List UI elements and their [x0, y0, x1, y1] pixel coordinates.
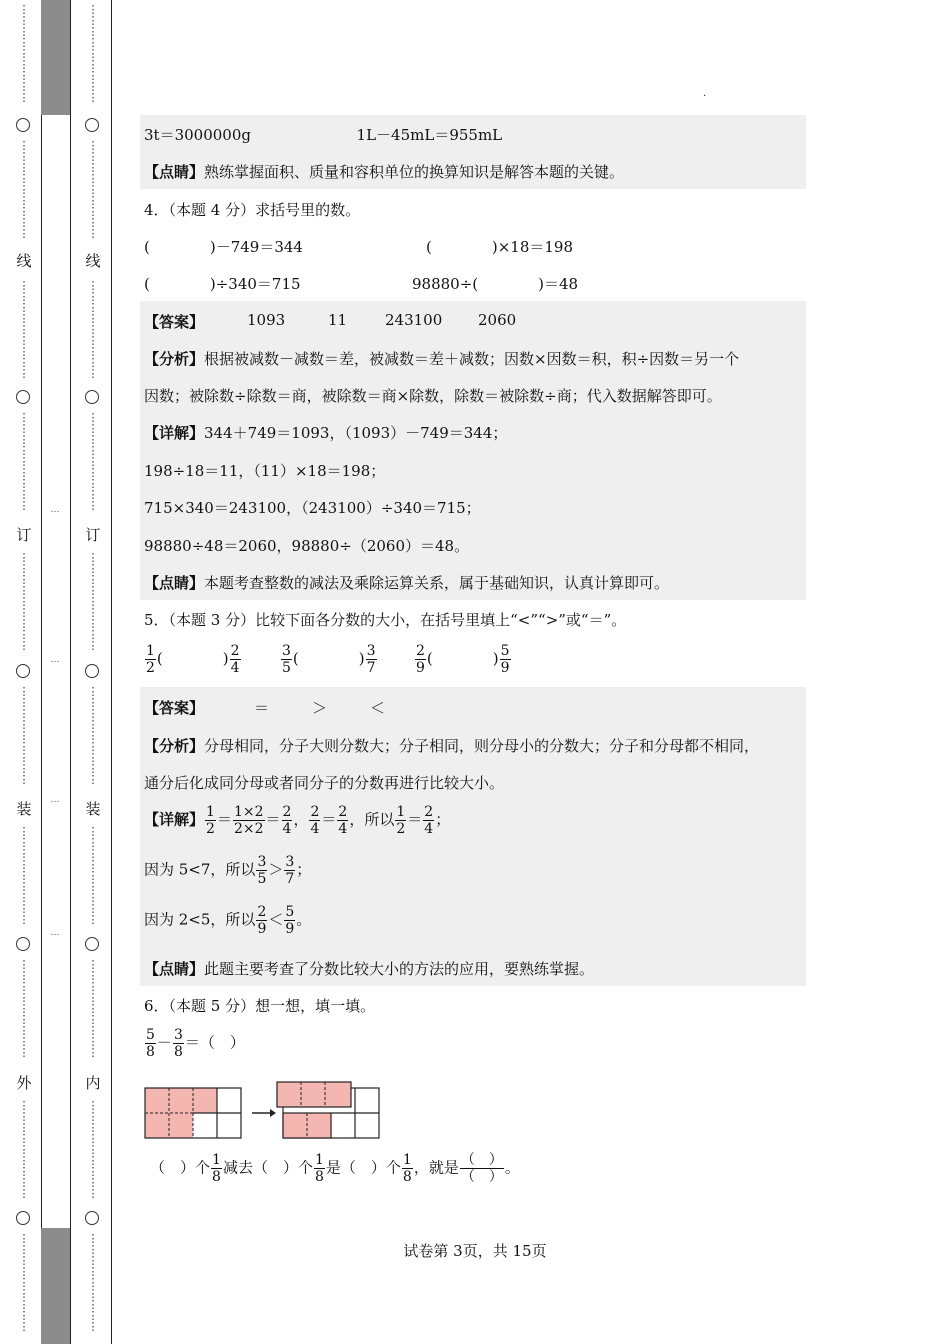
q5-answer	[144, 697, 204, 718]
q6-title: 6．（本题 5 分）想一想，填一填。	[144, 997, 376, 1015]
binding-char: 内	[85, 1074, 101, 1092]
inner-binding-column: ⋮ ⋮ ⋮ ⋮ ⋮ ⋮ ⋮ ⋮ ⋮ ⋮ ⋮ ⋮ ⋮ ⋮ ⋮ ⋮ ⋮ ⋮ 线 ⋮ ⋮ ⋮ ⋮ ⋮ ⋮ ⋮ ⋮ ⋮ ⋮ ⋮ ⋮ ⋮ ⋮ ⋮ ⋮ ⋮ ⋮ 订 ⋮ ⋮ ⋮ ⋮ ⋮ ⋮ ⋮ ⋮ ⋮ ⋮ ⋮ ⋮ ⋮ ⋮ ⋮ ⋮ ⋮ ⋮ 装 ⋮ ⋮ ⋮ ⋮ ⋮ ⋮ ⋮ ⋮ ⋮ ⋮ ⋮ ⋮ ⋮ ⋮ ⋮ ⋮ ⋮ ⋮ 内 ⋮ ⋮ ⋮ ⋮ ⋮ ⋮ ⋮ ⋮ ⋮ ⋮ ⋮ ⋮ ⋮ ⋮ ⋮ ⋮ ⋮ ⋮	[83, 0, 103, 1344]
q5-detail-3: 因为 2<5，所以 $\frac{2}{9}$ ＜ $\frac{5}{9}$ 。	[144, 904, 312, 937]
binding-char: 线	[16, 252, 32, 270]
answer-tag: 【答案】	[144, 313, 205, 331]
q4-dianjing	[144, 572, 669, 593]
fraction: $\frac{1}{2}$	[146, 643, 155, 676]
binding-side-mark: …	[50, 505, 61, 515]
q5-answer-1: ＝	[254, 699, 270, 717]
q4-answer-1: 1093	[247, 311, 286, 329]
analysis-text: 分母相同，分子大则分数大；分子相同，则分母小的分数大；分子和分母都不相同，	[204, 737, 760, 755]
q4-item-d: 98880÷( )＝48	[412, 275, 579, 293]
binding-side-mark: …	[50, 928, 61, 938]
left-strip	[145, 1088, 241, 1138]
binding-hole-icon	[85, 390, 99, 404]
binding-hole-icon	[85, 118, 99, 132]
binding-hole-icon	[16, 118, 30, 132]
q4-detail-2: 198÷18＝11，（11）×18＝198；	[144, 462, 386, 480]
q5-answer-3: ＜	[370, 699, 386, 717]
right-strip	[277, 1082, 379, 1138]
binding-side-mark: …	[50, 795, 61, 805]
q4-detail-1	[144, 422, 507, 443]
dianjing-text: 熟练掌握面积、质量和容积单位的换算知识是解答本题的关键。	[204, 163, 625, 181]
q3-dianjing	[144, 161, 624, 182]
binding-hole-icon	[16, 1211, 30, 1225]
fraction: $\frac{2}{4}$	[230, 643, 240, 676]
q4-item-a: ( )－749＝344	[144, 238, 303, 256]
page-footer: 试卷第 3页，共 15页	[403, 1242, 547, 1260]
binding-divider	[70, 0, 71, 1344]
arrow-icon	[252, 1109, 276, 1117]
shaded-cell	[145, 1113, 169, 1138]
binding-char: 订	[85, 526, 101, 544]
binding-divider	[111, 0, 112, 1344]
q6-fill-sentence: （ ）个 $\frac{1}{8}$ 减去（ ）个 $\frac{1}{8}$ 是（ ）个 $\frac{1}{8}$ ，就是 $\frac{( )}{( )}$ 。	[150, 1152, 520, 1185]
q5-dianjing	[144, 958, 594, 979]
fraction: $\frac{2}{9}$	[416, 643, 425, 676]
binding-char: 装	[85, 800, 101, 818]
q4-row-1	[144, 236, 303, 257]
q4-answer	[144, 311, 204, 332]
dianjing-tag: 【点睛】	[144, 574, 205, 592]
q5-title: 5．（本题 3 分）比较下面各分数的大小，在括号里填上“<”“>”或“＝”。	[144, 611, 627, 629]
stray-dot: .	[703, 88, 707, 99]
q5-detail-1: 【详解】 $\frac{1}{2}$ ＝ $\frac{1\times 2}{2\times 2}$ ＝ $\frac{2}{4}$ ， $\frac{2}{4}$ ＝ $\frac{2}{4}$ ，所以 $\frac{1}{2}$ ＝ $\frac{2}{4}$ ；	[144, 804, 451, 837]
fraction: $\frac{3}{7}$	[366, 643, 376, 676]
q4-answer-3: 243100	[385, 311, 443, 329]
answer-blank[interactable]: ( )	[426, 649, 499, 668]
answer-blank[interactable]: 是（ ）个	[325, 1158, 401, 1177]
binding-side-mark: …	[50, 655, 61, 665]
binding-margin	[0, 0, 112, 1344]
detail-tag: 【详解】	[144, 424, 205, 442]
detail-tag: 【详解】	[144, 810, 205, 829]
q5-analysis-1	[144, 735, 759, 756]
shaded-cell	[145, 1088, 169, 1113]
binding-hole-icon	[85, 937, 99, 951]
q5-compare-3	[414, 643, 512, 676]
outer-binding-column: ⋮ ⋮ ⋮ ⋮ ⋮ ⋮ ⋮ ⋮ ⋮ ⋮ ⋮ ⋮ ⋮ ⋮ ⋮ ⋮ ⋮ ⋮ 线 ⋮ ⋮ ⋮ ⋮ ⋮ ⋮ ⋮ ⋮ ⋮ ⋮ ⋮ ⋮ ⋮ ⋮ ⋮ ⋮ ⋮ ⋮ 订 ⋮ ⋮ ⋮ ⋮ ⋮ ⋮ ⋮ ⋮ ⋮ ⋮ ⋮ ⋮ ⋮ ⋮ ⋮ ⋮ ⋮ ⋮ 装 ⋮ ⋮ ⋮ ⋮ ⋮ ⋮ ⋮ ⋮ ⋮ ⋮ ⋮ ⋮ ⋮ ⋮ ⋮ ⋮ ⋮ ⋮ 外 ⋮ ⋮ ⋮ ⋮ ⋮ ⋮ ⋮ ⋮ ⋮ ⋮ ⋮ ⋮ ⋮ ⋮ ⋮ ⋮ ⋮ ⋮	[14, 0, 34, 1344]
answer-blank[interactable]: $\frac{( )}{( )}$	[460, 1152, 503, 1185]
dianjing-text: 本题考查整数的减法及乘除运算关系，属于基础知识，认真计算即可。	[204, 574, 670, 592]
dianjing-text: 此题主要考查了分数比较大小的方法的应用，要熟练掌握。	[204, 960, 595, 978]
binding-hole-icon	[16, 664, 30, 678]
q4-analysis-2: 因数；被除数÷除数＝商，被除数＝商×除数，除数＝被除数÷商；代入数据解答即可。	[144, 387, 722, 405]
shaded-cell	[193, 1088, 217, 1113]
binding-shade	[41, 0, 70, 115]
binding-hole-icon	[85, 664, 99, 678]
binding-divider	[41, 0, 42, 1344]
binding-hole-icon	[16, 937, 30, 951]
dianjing-tag: 【点睛】	[144, 163, 205, 181]
answer-blank[interactable]: ( )	[292, 649, 365, 668]
q4-detail-4: 98880÷48＝2060，98880÷（2060）＝48。	[144, 537, 470, 555]
q4-title: 4．（本题 4 分）求括号里的数。	[144, 201, 361, 219]
q4-answer-2: 11	[328, 311, 348, 329]
q5-detail-2: 因为 5<7，所以 $\frac{3}{5}$ ＞ $\frac{3}{7}$ ；	[144, 854, 312, 887]
analysis-text: 根据被减数－减数＝差，被减数＝差＋减数；因数×因数＝积，积÷因数＝另一个	[204, 350, 740, 368]
answer-blank[interactable]: （ ）个	[150, 1158, 211, 1177]
q3-conversion-line	[144, 124, 502, 145]
shaded-cell	[169, 1113, 193, 1138]
q6-expression: $\frac{5}{8}$ － $\frac{3}{8}$ ＝（ ）	[146, 1027, 245, 1060]
binding-char: 装	[16, 800, 32, 818]
conversion-b: 1L－45mL＝955mL	[356, 126, 503, 144]
q4-item-c: ( )÷340＝715	[144, 275, 301, 293]
detail-text: 344＋749＝1093，（1093）－749＝344；	[204, 424, 508, 442]
binding-hole-icon	[16, 390, 30, 404]
q5-compare-2	[280, 643, 378, 676]
answer-tag: 【答案】	[144, 699, 205, 717]
binding-char: 外	[16, 1074, 32, 1092]
conversion-a: 3t＝3000000g	[144, 126, 251, 144]
analysis-tag: 【分析】	[144, 737, 205, 755]
q5-analysis-2: 通分后化成同分母或者同分子的分数再进行比较大小。	[144, 774, 505, 792]
binding-char: 订	[16, 526, 32, 544]
q4-analysis-1	[144, 348, 739, 369]
answer-blank[interactable]: 减去（ ）个	[222, 1158, 313, 1177]
dianjing-tag: 【点睛】	[144, 960, 205, 978]
q5-answer-2: ＞	[312, 699, 328, 717]
moved-shaded-strip	[277, 1082, 351, 1107]
fraction: $\frac{3}{5}$	[282, 643, 291, 676]
q4-detail-3: 715×340＝243100，（243100）÷340＝715；	[144, 499, 481, 517]
fraction-strip-diagram	[144, 1080, 386, 1142]
shaded-cell	[169, 1088, 193, 1113]
q4-item-b: ( )×18＝198	[426, 238, 573, 256]
answer-blank[interactable]: ( )	[156, 649, 229, 668]
answer-blank[interactable]: ＝（ ）	[184, 1033, 245, 1052]
fraction: $\frac{5}{9}$	[500, 643, 510, 676]
binding-hole-icon	[85, 1211, 99, 1225]
q4-answer-4: 2060	[478, 311, 517, 329]
analysis-tag: 【分析】	[144, 350, 205, 368]
binding-char: 线	[85, 252, 101, 270]
q5-compare-1	[144, 643, 242, 676]
